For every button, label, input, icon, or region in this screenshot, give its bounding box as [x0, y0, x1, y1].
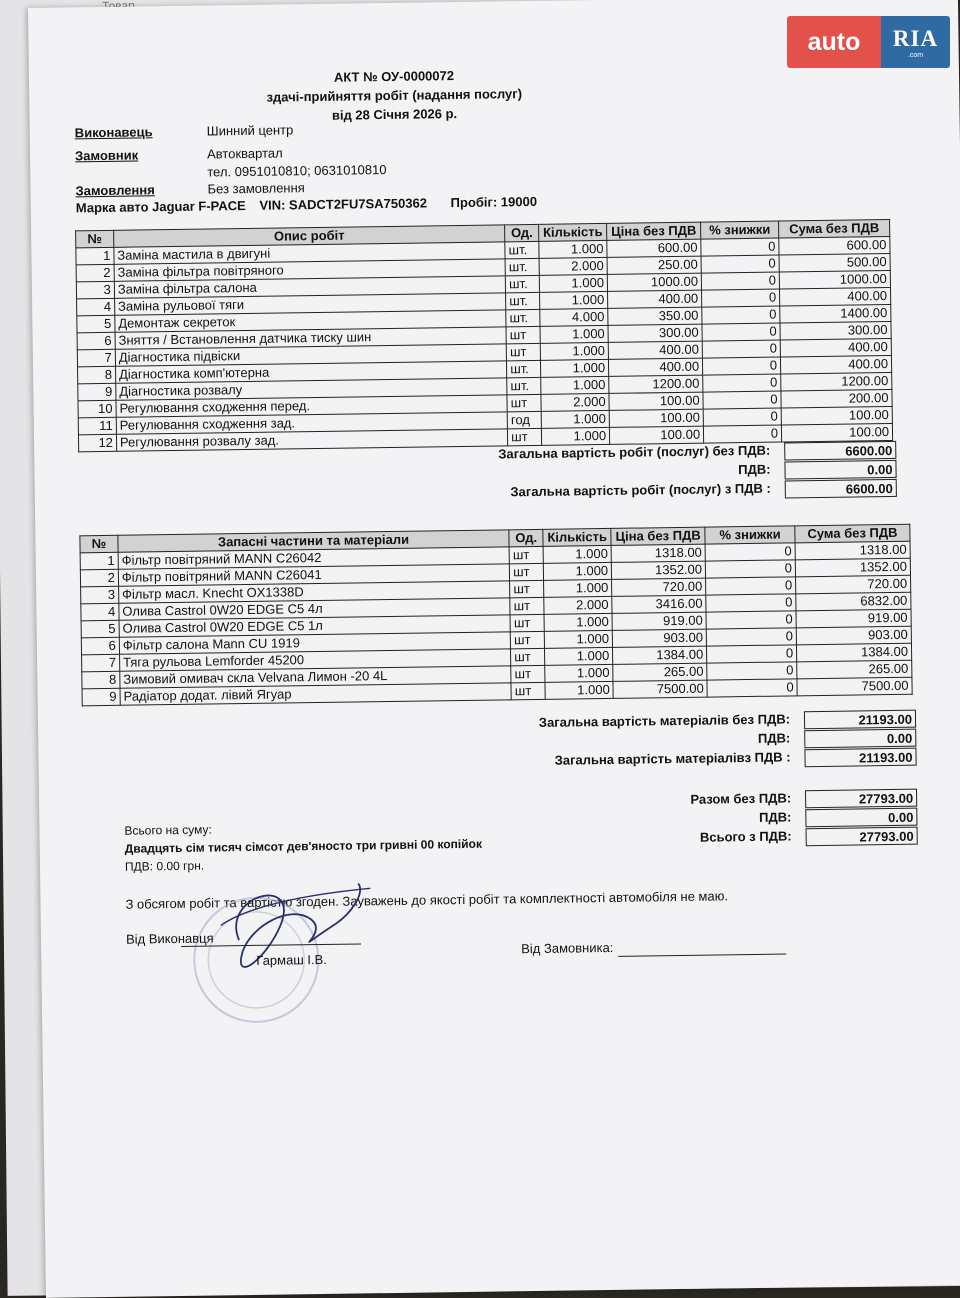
parts-cell-sum: 265.00	[797, 660, 912, 679]
parts-cell-discount: 0	[707, 679, 797, 697]
works-cell-discount: 0	[704, 425, 782, 443]
works-cell-quantity: 1.000	[541, 376, 609, 394]
works-cell-price: 250.00	[607, 256, 701, 274]
works-cell-sum: 1400.00	[780, 304, 891, 323]
works-cell-quantity: 2.000	[539, 257, 607, 275]
parts-cell-quantity: 1.000	[544, 630, 612, 648]
works-cell-sum: 400.00	[780, 338, 891, 357]
parts-total-no-vat-label: Загальна вартість матеріалів без ПДВ:	[538, 711, 791, 730]
parts-cell-description: Фільтр масл. Knecht OX1338D	[118, 581, 510, 603]
parts-col-sum: Сума без ПДВ	[795, 524, 910, 543]
customer-signature-line	[618, 954, 786, 957]
summary-no-vat-value: 27793.00	[805, 789, 917, 809]
parts-cell-unit: шт	[510, 614, 544, 631]
parts-col-quantity: Кількість	[543, 528, 611, 546]
works-cell-price: 600.00	[607, 239, 701, 257]
works-cell-discount: 0	[702, 306, 780, 324]
parts-cell-discount: 0	[707, 645, 797, 663]
document-header	[29, 62, 760, 129]
works-cell-discount: 0	[703, 408, 781, 426]
parts-cell-unit: шт	[510, 597, 544, 614]
customer-value: Автоквартал	[206, 145, 283, 162]
executor-label: Виконавець	[74, 124, 153, 141]
parts-col-discount: % знижки	[705, 526, 795, 544]
parts-cell-number: 8	[82, 671, 120, 689]
works-col-sum: Сума без ПДВ	[779, 219, 890, 238]
works-col-quantity: Кількість	[539, 223, 607, 241]
works-cell-unit: год	[507, 411, 541, 428]
customer-phone: тел. 0951010810; 0631010810	[207, 162, 387, 180]
works-vat-value: 0.00	[784, 460, 896, 480]
works-cell-unit: шт.	[507, 377, 541, 394]
works-cell-description: Зняття / Встановлення датчика тиску шин	[115, 327, 506, 349]
works-cell-price: 100.00	[610, 426, 704, 444]
customer-label: Замовник	[74, 147, 139, 164]
parts-cell-sum: 1384.00	[797, 643, 912, 662]
parts-cell-number: 6	[81, 637, 119, 655]
works-cell-discount: 0	[701, 238, 779, 256]
parts-cell-description: Олива Castrol 0W20 EDGE C5 1л	[119, 615, 511, 637]
parts-cell-sum: 7500.00	[797, 677, 912, 696]
parts-cell-number: 7	[82, 654, 120, 672]
parts-table-body	[80, 541, 912, 706]
parts-cell-sum: 1318.00	[795, 541, 910, 560]
parts-cell-price: 1352.00	[612, 561, 706, 579]
parts-cell-quantity: 1.000	[544, 562, 612, 580]
logo-auto-text: auto	[787, 16, 881, 68]
works-cell-number: 10	[78, 400, 116, 418]
works-cell-discount: 0	[703, 357, 781, 375]
summary-vat-value: 0.00	[805, 808, 917, 828]
works-cell-discount: 0	[701, 255, 779, 273]
works-cell-sum: 400.00	[780, 287, 891, 306]
works-totals	[78, 441, 897, 509]
works-cell-price: 400.00	[608, 290, 702, 308]
parts-totals	[82, 710, 917, 779]
works-cell-discount: 0	[703, 391, 781, 409]
works-cell-quantity: 1.000	[539, 240, 607, 258]
works-cell-description: Діагностика підвіски	[115, 344, 506, 366]
parts-cell-number: 4	[81, 603, 119, 621]
parts-cell-description: Тяга рульова Lemforder 45200	[119, 649, 511, 671]
works-cell-unit: шт.	[505, 241, 539, 258]
parts-cell-sum: 903.00	[796, 626, 911, 645]
works-col-discount: % знижки	[701, 221, 779, 239]
parts-cell-description: Фільтр повітряний MANN C26041	[118, 564, 510, 586]
works-cell-sum: 500.00	[779, 253, 890, 272]
works-cell-description: Регулювання розвалу зад.	[116, 429, 507, 451]
vat-words: ПДВ: 0.00 грн.	[124, 858, 205, 874]
works-cell-unit: шт.	[506, 309, 540, 326]
parts-cell-number: 1	[80, 552, 118, 570]
works-table	[75, 219, 893, 452]
works-cell-discount: 0	[702, 289, 780, 307]
parts-cell-discount: 0	[706, 611, 796, 629]
logo-ria-text: RIA	[892, 25, 939, 51]
works-cell-description: Заміна рульової тяги	[114, 293, 505, 315]
executor-name: Гармаш І.В.	[256, 951, 327, 968]
works-cell-price: 400.00	[609, 358, 703, 376]
works-cell-quantity: 1.000	[539, 274, 607, 292]
parts-cell-unit: шт	[510, 563, 544, 580]
parts-col-unit: Од.	[509, 529, 543, 546]
parts-cell-discount: 0	[706, 577, 796, 595]
parts-cell-discount: 0	[705, 560, 795, 578]
works-cell-unit: шт.	[505, 258, 539, 275]
works-cell-unit: шт.	[505, 275, 539, 292]
customer-signature-label: Від Замовника:	[521, 939, 614, 957]
parts-cell-price: 1384.00	[613, 646, 707, 664]
parts-cell-description: Радіатор додат. лівий Ягуар	[120, 683, 512, 705]
parts-cell-unit: шт	[511, 631, 545, 648]
parts-total-no-vat-value: 21193.00	[804, 710, 916, 730]
parts-cell-discount: 0	[705, 543, 795, 561]
parts-cell-description: Зимовий омивач скла Velvana Лимон -20 4L	[120, 666, 512, 688]
parts-cell-price: 7500.00	[613, 680, 707, 698]
parts-cell-unit: шт	[511, 665, 545, 682]
order-value: Без замовлення	[207, 180, 305, 197]
works-cell-price: 100.00	[609, 409, 703, 427]
works-cell-number: 11	[78, 417, 116, 435]
works-cell-description: Діагностика розвалу	[116, 378, 507, 400]
works-cell-discount: 0	[703, 374, 781, 392]
parts-cell-number: 3	[81, 586, 119, 604]
parts-cell-discount: 0	[707, 662, 797, 680]
works-cell-number: 2	[76, 264, 114, 282]
parts-cell-price: 720.00	[612, 578, 706, 596]
parts-col-description: Запасні частини та матеріали	[118, 530, 510, 552]
works-cell-sum: 100.00	[781, 406, 892, 425]
parts-cell-quantity: 1.000	[545, 664, 613, 682]
parts-cell-quantity: 2.000	[544, 596, 612, 614]
works-cell-description: Регулювання сходження зад.	[116, 412, 507, 434]
works-total-no-vat-label: Загальна вартість робіт (послуг) без ПДВ:	[498, 442, 771, 462]
works-cell-description: Діагностика комп'ютерна	[115, 361, 506, 383]
parts-cell-quantity: 1.000	[544, 613, 612, 631]
works-cell-sum: 200.00	[781, 389, 892, 408]
all-sum-label: Всього на суму:	[124, 822, 212, 838]
parts-cell-quantity: 1.000	[543, 545, 611, 563]
works-cell-description: Заміна фільтра повітряного	[114, 259, 505, 281]
parts-cell-number: 2	[80, 569, 118, 587]
works-cell-quantity: 1.000	[541, 359, 609, 377]
works-cell-quantity: 1.000	[542, 427, 610, 445]
car-vin: VIN: SADCT2FU7SA750362	[259, 195, 428, 213]
works-cell-quantity: 2.000	[541, 393, 609, 411]
works-cell-sum: 1000.00	[779, 270, 890, 289]
works-cell-unit: шт	[508, 428, 542, 445]
parts-cell-price: 1318.00	[611, 544, 705, 562]
works-cell-quantity: 4.000	[540, 308, 608, 326]
works-cell-sum: 400.00	[780, 355, 891, 374]
summary-total-label: Всього з ПДВ:	[699, 828, 792, 845]
summary-no-vat-label: Разом без ПДВ:	[690, 790, 792, 807]
works-cell-price: 100.00	[609, 392, 703, 410]
parts-cell-description: Олива Castrol 0W20 EDGE C5 4л	[119, 598, 511, 620]
works-total-with-vat-label: Загальна вартість робіт (послуг) з ПДВ :	[510, 480, 771, 500]
executor-signature-label: Від Виконавця	[125, 930, 214, 947]
parts-total-with-vat-label: Загальна вартість матеріалівз ПДВ :	[554, 749, 791, 768]
works-cell-description: Заміна мастила в двигуні	[114, 242, 505, 264]
logo-ria-block	[881, 16, 950, 68]
summary-total-value: 27793.00	[806, 827, 918, 847]
works-cell-unit: шт.	[506, 292, 540, 309]
parts-cell-unit: шт	[511, 682, 545, 699]
works-col-price: Ціна без ПДВ	[607, 222, 701, 240]
amount-words: Двадцять сім тисяч сімсот дев'яносто три гривні 00 копійок	[124, 836, 482, 856]
car-brand: Марка авто Jaguar F-PACE	[75, 197, 246, 216]
parts-cell-unit: шт	[511, 648, 545, 665]
parts-total-with-vat-value: 21193.00	[804, 748, 916, 768]
works-cell-unit: шт.	[507, 360, 541, 377]
works-cell-description: Регулювання сходження перед.	[116, 395, 507, 417]
works-cell-number: 1	[76, 247, 114, 265]
works-cell-unit: шт	[507, 394, 541, 411]
works-col-number: №	[76, 230, 114, 248]
parts-vat-value: 0.00	[804, 729, 916, 749]
parts-cell-sum: 1352.00	[795, 558, 910, 577]
works-cell-unit: шт	[506, 343, 540, 360]
works-cell-description: Заміна фільтра салона	[114, 276, 505, 298]
works-cell-number: 3	[76, 281, 114, 299]
parts-cell-sum: 720.00	[796, 575, 911, 594]
document-title: АКТ № ОУ-0000072	[333, 68, 455, 85]
works-cell-number: 7	[77, 349, 115, 367]
works-cell-number: 9	[78, 383, 116, 401]
works-cell-number: 12	[78, 434, 116, 452]
works-col-description: Опис робіт	[114, 225, 505, 247]
parts-cell-price: 265.00	[613, 663, 707, 681]
parts-cell-price: 3416.00	[612, 595, 706, 613]
works-cell-unit: шт	[506, 326, 540, 343]
works-cell-description: Демонтаж секреток	[115, 310, 506, 332]
works-cell-price: 400.00	[608, 341, 702, 359]
car-mileage: Пробіг: 19000	[450, 193, 538, 211]
works-col-unit: Од.	[505, 224, 539, 241]
works-cell-quantity: 1.000	[541, 410, 609, 428]
parts-cell-unit: шт	[510, 580, 544, 597]
works-cell-number: 6	[77, 332, 115, 350]
parts-cell-unit: шт	[509, 546, 543, 563]
document-subtitle: здачі-прийняття робіт (надання послуг)	[266, 86, 523, 105]
works-total-with-vat-value: 6600.00	[785, 479, 897, 499]
parts-cell-discount: 0	[706, 628, 796, 646]
parts-cell-sum: 6832.00	[796, 592, 911, 611]
parts-vat-label: ПДВ:	[757, 730, 791, 746]
document-date: від 28 Січня 2026 р.	[331, 106, 458, 123]
works-cell-quantity: 1.000	[540, 325, 608, 343]
parts-cell-quantity: 1.000	[545, 647, 613, 665]
works-cell-quantity: 1.000	[540, 342, 608, 360]
parts-cell-number: 5	[81, 620, 119, 638]
parts-cell-quantity: 1.000	[544, 579, 612, 597]
works-cell-sum: 1200.00	[781, 372, 892, 391]
works-cell-price: 1200.00	[609, 375, 703, 393]
works-table-body	[76, 236, 893, 451]
parts-table	[79, 524, 912, 707]
parts-cell-number: 9	[82, 688, 120, 706]
document-page	[28, 0, 960, 1298]
parts-cell-price: 919.00	[612, 612, 706, 630]
works-cell-quantity: 1.000	[540, 291, 608, 309]
works-cell-number: 4	[77, 298, 115, 316]
works-vat-label: ПДВ:	[738, 461, 771, 478]
works-cell-sum: 100.00	[781, 423, 892, 442]
parts-col-price: Ціна без ПДВ	[611, 527, 705, 545]
parts-cell-discount: 0	[706, 594, 796, 612]
parts-cell-description: Фільтр салона Mann CU 1919	[119, 632, 511, 654]
logo-domain: .com	[907, 51, 924, 59]
works-cell-sum: 600.00	[779, 236, 890, 255]
works-cell-discount: 0	[702, 323, 780, 341]
works-cell-discount: 0	[701, 272, 779, 290]
works-cell-discount: 0	[702, 340, 780, 358]
works-cell-price: 1000.00	[607, 273, 701, 291]
parts-cell-description: Фільтр повітряний MANN C26042	[118, 547, 510, 569]
autoria-logo	[787, 16, 950, 68]
order-label: Замовлення	[75, 182, 155, 199]
summary-vat-label: ПДВ:	[758, 809, 792, 825]
works-total-no-vat-value: 6600.00	[784, 441, 896, 461]
agreement-text: З обсягом робіт та вартістю згоден. Зауважень до якості робіт та комплектності автомобіля не маю.	[125, 888, 729, 912]
works-cell-price: 350.00	[608, 307, 702, 325]
parts-cell-price: 903.00	[612, 629, 706, 647]
parts-cell-sum: 919.00	[796, 609, 911, 628]
works-cell-price: 300.00	[608, 324, 702, 342]
parts-col-number: №	[80, 535, 118, 553]
works-cell-sum: 300.00	[780, 321, 891, 340]
works-cell-number: 8	[78, 366, 116, 384]
works-cell-number: 5	[77, 315, 115, 333]
parts-cell-quantity: 1.000	[545, 681, 613, 699]
executor-value: Шинний центр	[206, 122, 294, 139]
